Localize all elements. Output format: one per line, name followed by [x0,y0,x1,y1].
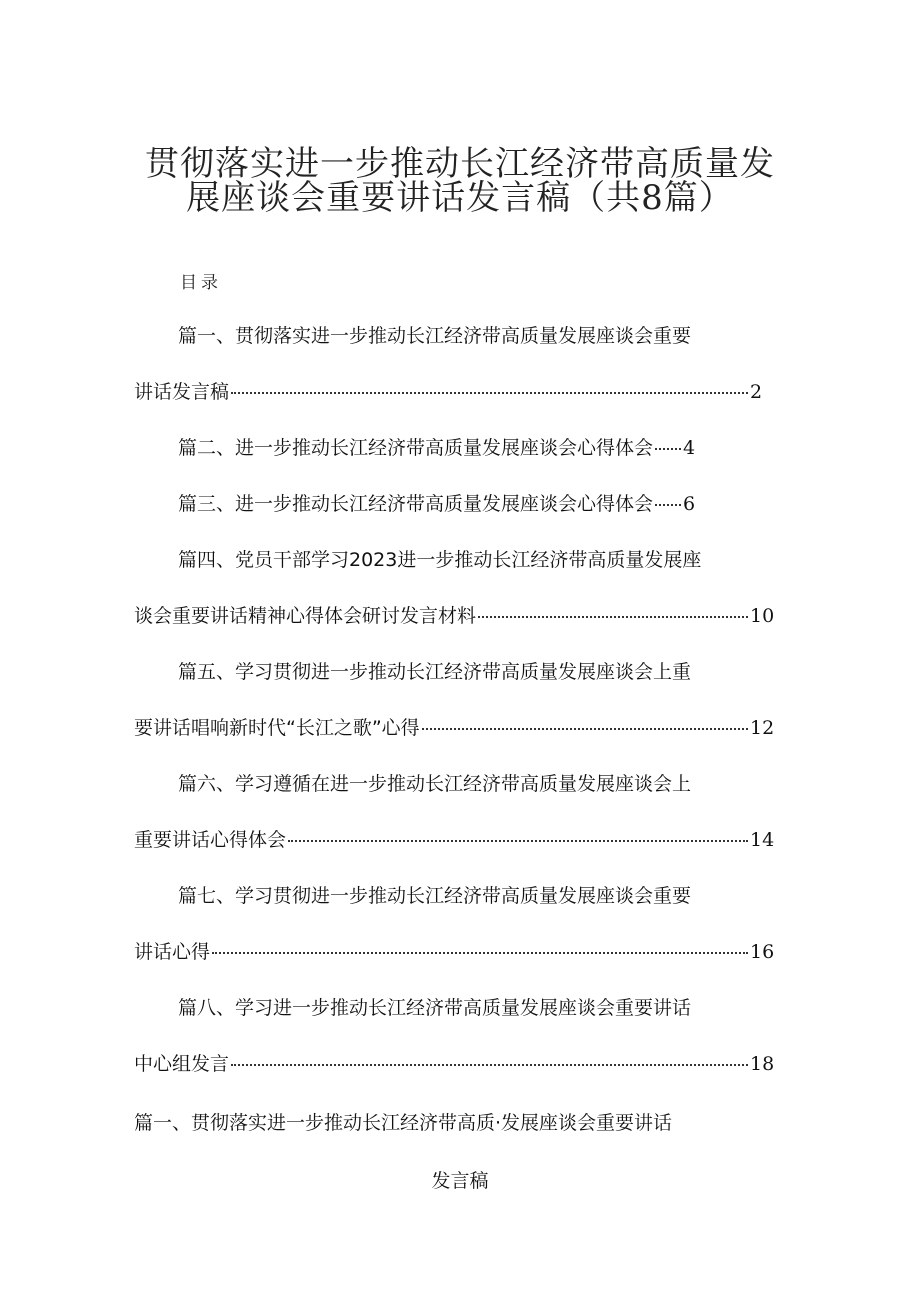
toc-entry-8-text: 中心组发言 [134,1053,230,1075]
toc-entry-5-page: 12 [750,717,775,739]
toc-entry-8-line1[interactable]: 篇八、学习进一步推动长江经济带高质量发展座谈会重要讲话 [178,997,692,1019]
toc-entry-7-line2[interactable] [134,940,774,964]
toc-entry-1-page: 2 [750,381,763,403]
toc-entry-5-text: 要讲话唱响新时代“长江之歌”心得 [134,717,420,739]
toc-entry-2-text: 篇二、进一步推动长江经济带高质量发展座谈会心得体会 [178,437,654,459]
toc-entry-6-page: 14 [750,829,775,851]
toc-leader-dots [231,392,748,394]
toc-entry-5-line1[interactable]: 篇五、学习贯彻进一步推动长江经济带高质量发展座谈会上重 [178,661,692,683]
toc-entry-6-line2[interactable] [134,828,774,852]
toc-leader-dots [231,1064,748,1066]
toc-entry-2[interactable] [178,436,695,460]
toc-leader-dots [212,952,748,954]
toc-entry-1-line1[interactable]: 篇一、贯彻落实进一步推动长江经济带高质量发展座谈会重要 [178,325,692,347]
toc-leader-dots [655,448,681,450]
toc-label: 目录 [180,273,222,293]
toc-leader-dots [288,840,748,842]
toc-entry-5-line2[interactable] [134,716,774,740]
toc-entry-4-text: 谈会重要讲话精神心得体会研讨发言材料 [134,605,477,627]
toc-entry-3[interactable] [178,492,695,516]
title-line-1: 贯彻落实进一步推动长江经济带高质量发 [145,144,775,184]
toc-entry-6-text: 重要讲话心得体会 [134,829,287,851]
toc-entry-7-page: 16 [750,941,775,963]
section-heading-line1: 篇一、贯彻落实进一步推动长江经济带高质·发展座谈会重要讲话 [134,1112,673,1134]
toc-leader-dots [478,616,748,618]
toc-entry-3-page: 6 [683,493,696,515]
toc-entry-6-line1[interactable]: 篇六、学习遵循在进一步推动长江经济带高质量发展座谈会上 [178,773,692,795]
toc-entry-4-page: 10 [750,605,775,627]
toc-entry-8-line2[interactable] [134,1052,774,1076]
toc-entry-3-text: 篇三、进一步推动长江经济带高质量发展座谈会心得体会 [178,493,654,515]
toc-entry-4-line2[interactable] [134,604,774,628]
toc-entry-7-line1[interactable]: 篇七、学习贯彻进一步推动长江经济带高质量发展座谈会重要 [178,885,692,907]
toc-entry-1-line2[interactable] [134,380,774,404]
section-heading-line2: 发言稿 [431,1170,489,1192]
toc-entry-8-page: 18 [750,1053,775,1075]
title-line-2: 展座谈会重要讲话发言稿（共8篇） [186,178,734,218]
toc-entry-7-text: 讲话心得 [134,941,211,963]
toc-entry-2-page: 4 [683,437,696,459]
toc-entry-4-line1[interactable]: 篇四、党员干部学习2023进一步推动长江经济带高质量发展座 [178,549,702,571]
toc-leader-dots [655,504,681,506]
toc-entry-1-text: 讲话发言稿 [134,381,230,403]
toc-leader-dots [422,728,748,730]
